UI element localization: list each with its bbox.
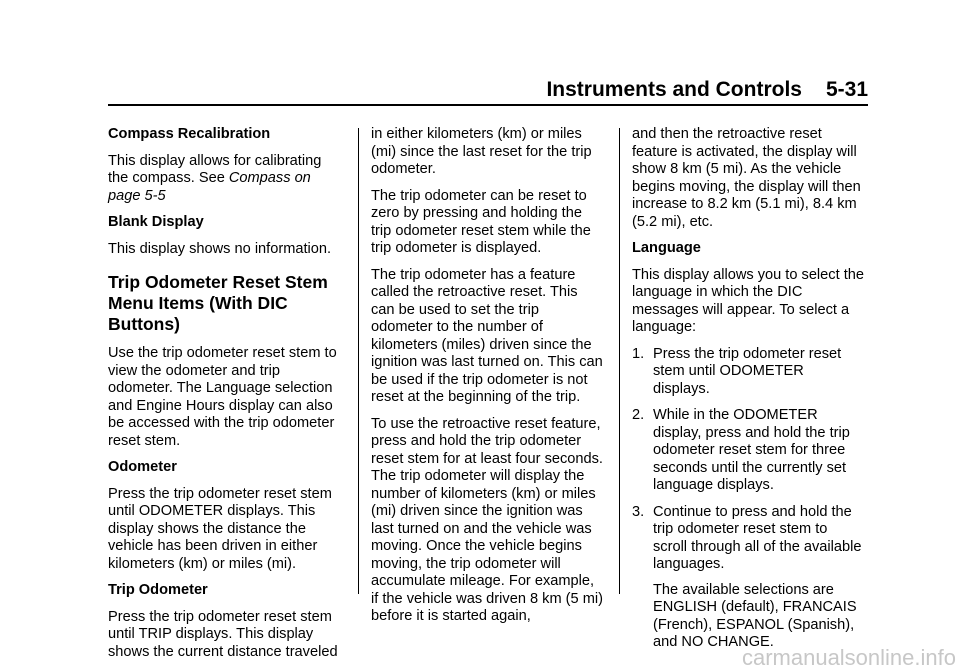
language-heading: Language: [632, 240, 701, 256]
header-rule: [108, 104, 868, 106]
trip-text: Press the trip odometer reset stem until TRIP displays. This display shows the current distance traveled: [108, 608, 338, 660]
blank-heading: Blank Display: [108, 214, 204, 230]
paragraph: in either kilometers (km) or miles (mi) since the last reset for the trip odometer.: [371, 126, 592, 177]
paragraph: The trip odometer can be reset to zero by pressing and holding the trip odometer reset stem while the trip odometer is displayed.: [371, 187, 591, 256]
column-2: [371, 126, 603, 635]
watermark: carmanualsonline.info: [741, 645, 956, 670]
list-item: 3. Continue to press and hold the trip odometer reset stem to scroll through all of the available languages. The available selections are ENGLISH (default), FRANCAIS (French), ESPANOL (Spanish), and NO CHANGE.: [632, 504, 864, 652]
odometer-text: Press the trip odometer reset stem until ODOMETER displays. This display shows the distance the vehicle has been driven in either kilometers (km) or miles (mi).: [108, 485, 332, 572]
compass-text: This display allows for calibrating the compass. See Compass on page 5-5: [108, 152, 322, 204]
step-note: The available selections are ENGLISH (default), FRANCAIS (French), ESPANOL (Spanish), and NO CHANGE.: [653, 581, 857, 650]
section-title: Instruments and Controls: [546, 78, 802, 101]
compass-reference-link[interactable]: Compass on page 5-5: [108, 170, 311, 204]
language-text: This display allows you to select the language in which the DIC messages will appear. To select a language:: [632, 266, 864, 335]
column-divider: [358, 128, 359, 594]
page-number: 5-31: [825, 78, 868, 101]
column-1: [108, 126, 340, 670]
list-item: 1. Press the trip odometer reset stem until ODOMETER displays.: [632, 345, 842, 397]
section-heading: Trip Odometer Reset Stem Menu Items (With DIC Buttons): [108, 272, 328, 334]
page-header: [546, 78, 868, 102]
trip-heading: Trip Odometer: [108, 582, 208, 598]
column-3: [632, 126, 864, 661]
column-divider: [619, 128, 620, 594]
paragraph: The trip odometer has a feature called the retroactive reset. This can be used to set the trip odometer to the number of kilometers (miles) driven since the ignition was last turned on. This can be used if the trip odometer is not reset at the beginning of the trip.: [371, 266, 603, 405]
paragraph: and then the retroactive reset feature is activated, the display will show 8 km (5 mi). As the vehicle begins moving, the display will then increase to 8.2 km (5.1 mi), 8.4 km (5.2 mi), etc.: [632, 126, 861, 230]
list-item: 2. While in the ODOMETER display, press and hold the trip odometer reset stem for three seconds until the currently set language displays.: [632, 407, 850, 493]
section-intro: Use the trip odometer reset stem to view the odometer and trip odometer. The Language selection and Engine Hours display can also be accessed with the trip odometer reset stem.: [108, 345, 337, 449]
compass-heading: Compass Recalibration: [108, 126, 271, 142]
paragraph: To use the retroactive reset feature, press and hold the trip odometer reset stem for at least four seconds. The trip odometer will display the number of kilometers (km) or miles (mi) driven since the ignition was last turned on and the vehicle was moving. Once the vehicle begins moving, the trip odometer will accumulate mileage. For example, if the vehicle was driven 8 km (5 mi) before it is started again,: [371, 415, 603, 624]
odometer-heading: Odometer: [108, 459, 177, 475]
blank-text: This display shows no information.: [108, 240, 332, 257]
